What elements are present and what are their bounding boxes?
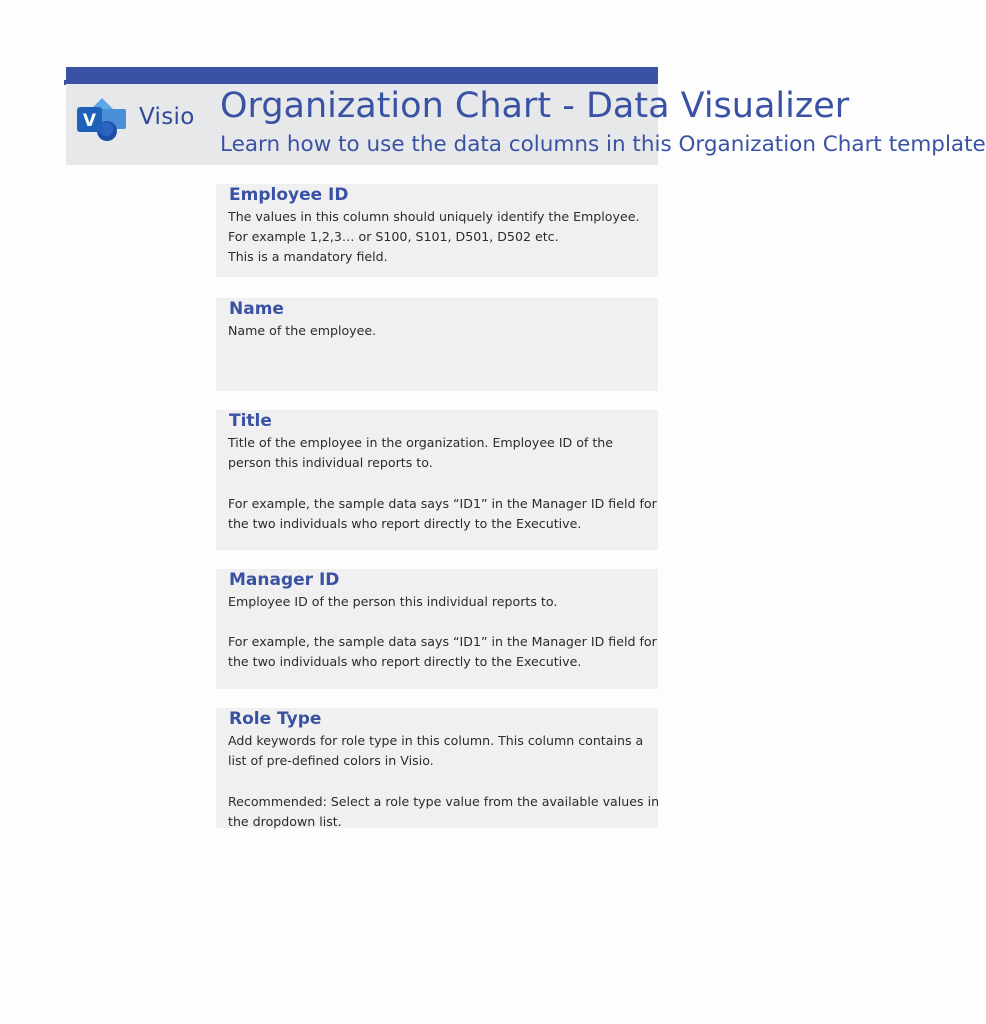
card-title: Title: [229, 411, 272, 431]
column-card-title: [216, 410, 658, 550]
visio-logo-icon: [76, 97, 128, 143]
card-text: Add keywords for role type in this column. This column contains a: [228, 733, 644, 748]
card-text: the two individuals who report directly to the Executive.: [228, 516, 582, 531]
card-title: Manager ID: [229, 570, 340, 590]
card-text: Title of the employee in the organization. Employee ID of the: [228, 435, 614, 450]
header-band: [66, 84, 986, 165]
card-text: person this individual reports to.: [228, 455, 433, 470]
card-text: the dropdown list.: [228, 814, 342, 829]
visio-wordmark: Visio: [139, 104, 195, 130]
column-card-name: [216, 298, 658, 391]
svg-text:V: V: [82, 111, 97, 131]
column-card-role-type: [216, 708, 658, 828]
page-title: Organization Chart - Data Visualizer: [220, 86, 850, 126]
card-text: Name of the employee.: [228, 323, 377, 338]
card-text: The values in this column should uniquely identify the Employee.: [228, 209, 640, 224]
card-title: Role Type: [229, 709, 322, 729]
card-title: Employee ID: [229, 185, 349, 205]
card-text: the two individuals who report directly to the Executive.: [228, 654, 582, 669]
card-text: This is a mandatory field.: [228, 249, 388, 264]
card-text: list of pre-defined colors in Visio.: [228, 753, 434, 768]
header-accent-bar: [66, 67, 658, 84]
page-subtitle: Learn how to use the data columns in this Organization Chart template: [220, 132, 986, 157]
card-title: Name: [229, 299, 284, 319]
card-text: For example 1,2,3… or S100, S101, D501, D502 etc.: [228, 229, 559, 244]
card-text: Employee ID of the person this individual reports to.: [228, 594, 558, 609]
card-text: Recommended: Select a role type value from the available values in: [228, 794, 660, 809]
column-card-manager-id: [216, 569, 658, 689]
card-text: For example, the sample data says “ID1” in the Manager ID field for: [228, 634, 657, 649]
column-card-employee-id: [216, 184, 658, 277]
card-text: For example, the sample data says “ID1” in the Manager ID field for: [228, 496, 657, 511]
